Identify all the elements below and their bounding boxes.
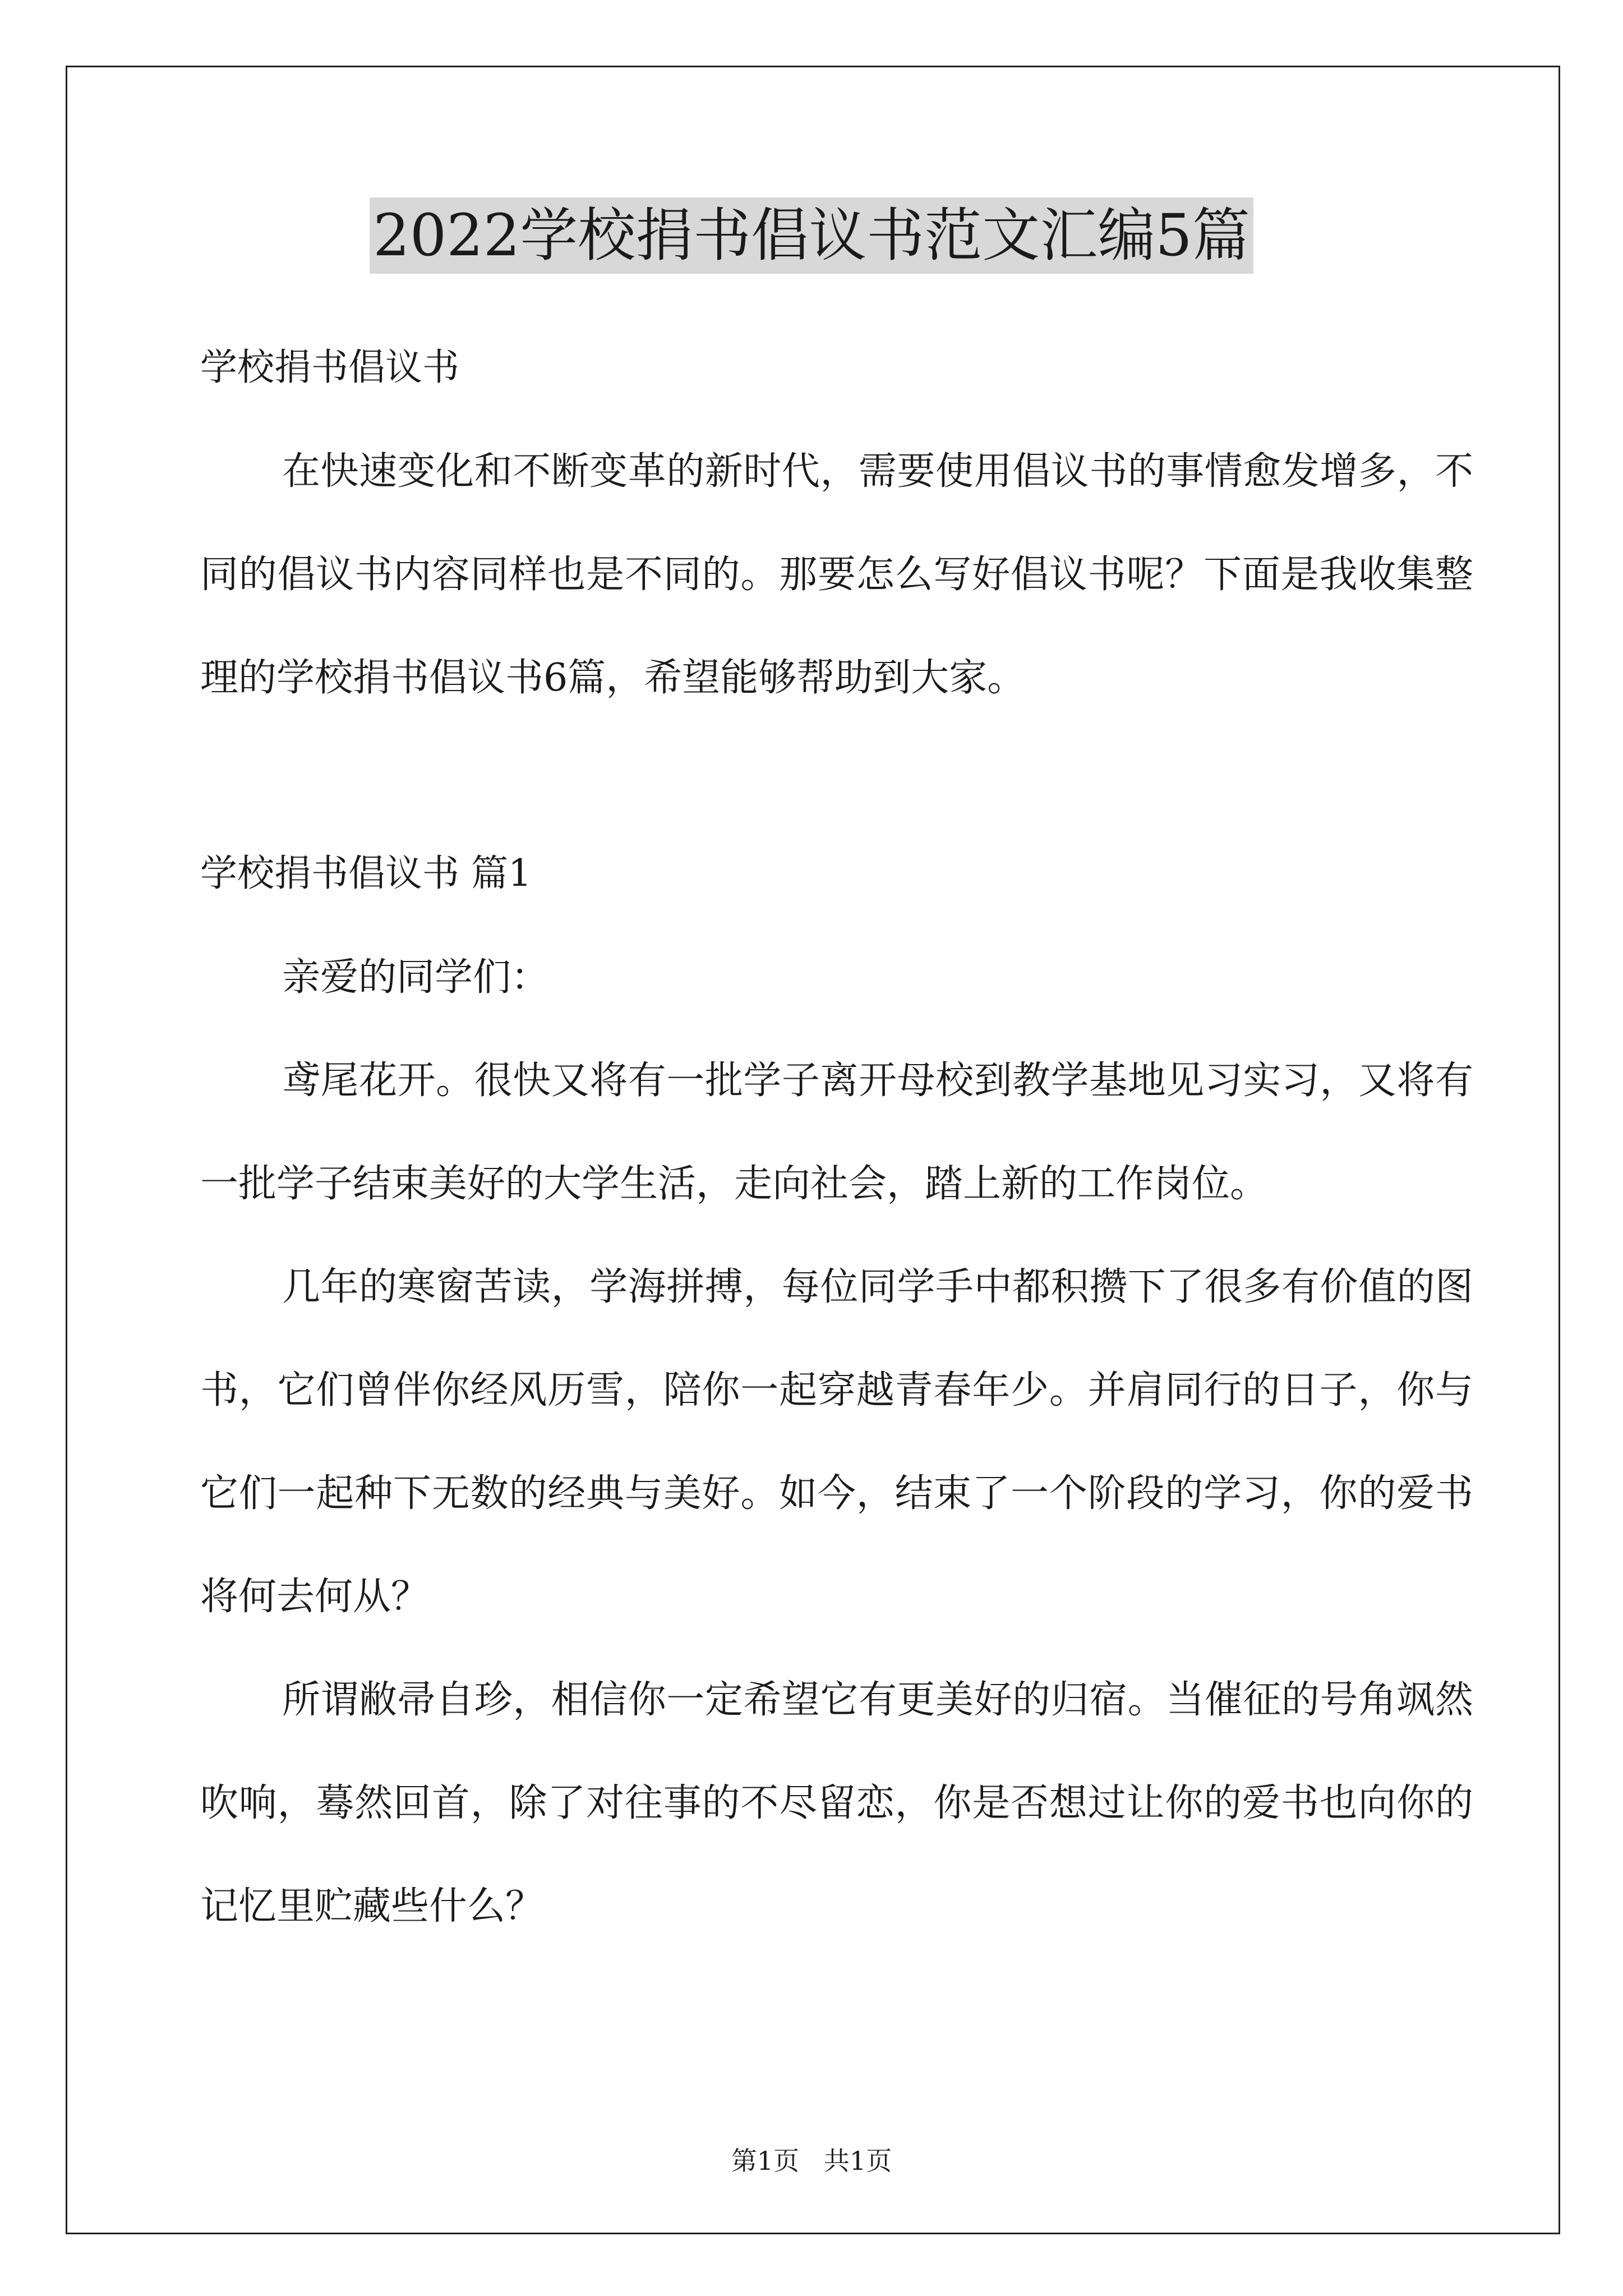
paragraph-books: 几年的寒窗苦读，学海拼搏，每位同学手中都积攒下了很多有价值的图书，它们曾伴你经风历雪，陪你一起穿越青春年少。并肩同行的日子，你与它们一起种下无数的经典与美好。如今，结束了一个阶段的学习，你的爱书将何去何从？ xyxy=(200,1265,1473,1619)
paragraph-cherish: 所谓敝帚自珍，相信你一定希望它有更美好的归宿。当催征的号角飒然吹响，蓦然回首，除了对往事的不尽留恋，你是否想过让你的爱书也向你的记忆里贮藏些什么？ xyxy=(200,1678,1473,1929)
section-heading: 学校捐书倡议书 篇1 xyxy=(200,852,532,895)
intro-heading: 学校捐书倡议书 xyxy=(200,346,459,389)
document-title: 2022学校捐书倡议书范文汇编5篇 xyxy=(370,197,1253,274)
paragraph-iris: 鸢尾花开。很快又将有一批学子离开母校到教学基地见习实习，又将有一批学子结束美好的大学生活，走向社会，踏上新的工作岗位。 xyxy=(200,1059,1473,1206)
intro-paragraph: 在快速变化和不断变革的新时代，需要使用倡议书的事情愈发增多，不同的倡议书内容同样也是不同的。那要怎么写好倡议书呢？下面是我收集整理的学校捐书倡议书6篇，希望能够帮助到大家。 xyxy=(200,449,1473,700)
paragraph-greeting: 亲爱的同学们： xyxy=(282,955,550,1000)
page-footer: 第1页 共1页 xyxy=(731,2146,892,2176)
title-container xyxy=(0,197,1623,274)
document-body xyxy=(200,339,1473,1958)
